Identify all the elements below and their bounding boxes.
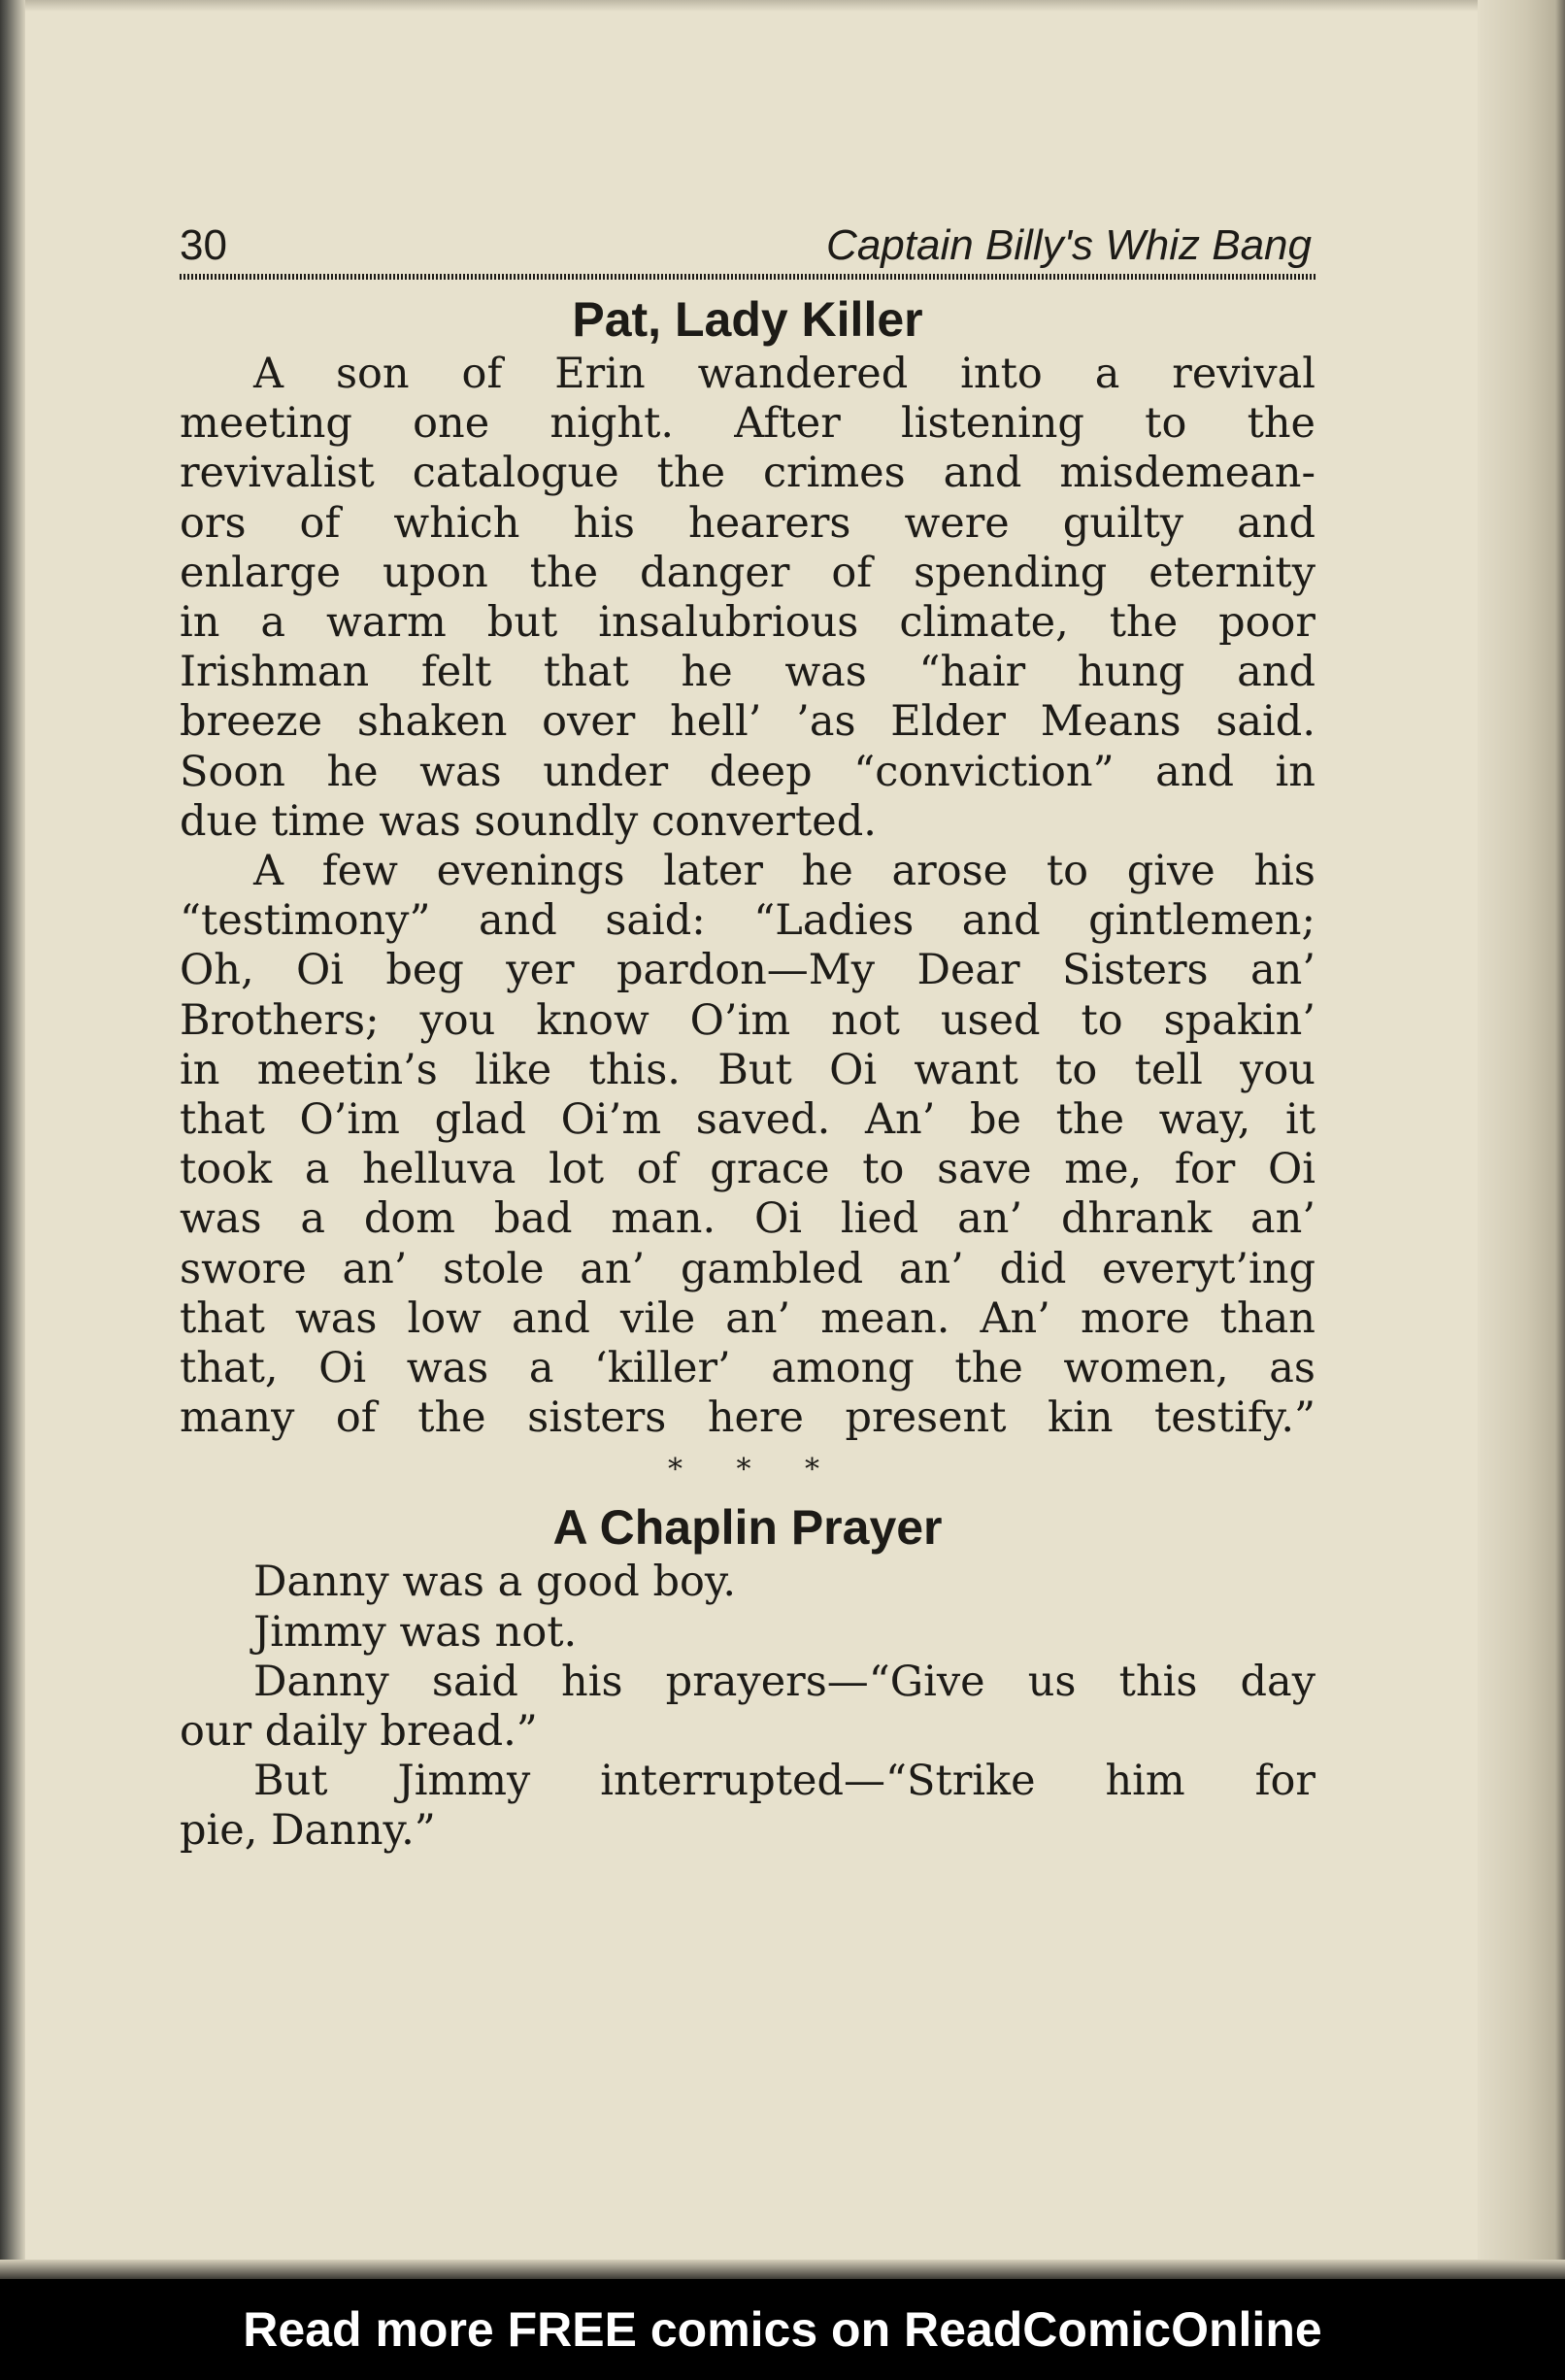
text-line: “testimony” and said: “Ladies and gintlemen;	[180, 896, 1315, 946]
text-line: Danny said his prayers—“Give us this day	[253, 1657, 1315, 1706]
text-line: in a warm but insalubrious climate, the poor	[180, 598, 1315, 648]
page-content	[180, 214, 1315, 1857]
text-line: was a dom bad man. Oi lied an’ dhrank an’	[180, 1194, 1315, 1244]
story-title-pat-lady-killer: Pat, Lady Killer	[572, 292, 923, 347]
text-line: swore an’ stole an’ gambled an’ did everyt’ing	[180, 1244, 1315, 1293]
running-head	[180, 214, 1315, 280]
text-line: Soon he was under deep “conviction” and in	[180, 747, 1315, 796]
story1-paragraph-2	[180, 847, 1315, 1443]
text-line: meeting one night. After listening to the	[180, 399, 1315, 449]
text-line: But Jimmy interrupted—“Strike him for	[253, 1757, 1315, 1806]
text-line: breeze shaken over hell’ ’as Elder Means said.	[180, 697, 1315, 747]
page-binding-shadow	[1478, 0, 1565, 2279]
page-number: 30	[180, 221, 227, 269]
text-line: Jimmy was not.	[253, 1607, 578, 1657]
text-line: took a helluva lot of grace to save me, for Oi	[180, 1145, 1315, 1194]
text-line: Brothers; you know O’im not used to spakin’	[180, 995, 1315, 1045]
text-line: that was low and vile an’ mean. An’ more than	[180, 1293, 1315, 1343]
text-line: pie, Danny.”	[180, 1806, 436, 1856]
text-line: in meetin’s like this. But Oi want to tell you	[180, 1045, 1315, 1094]
text-line: revivalist catalogue the crimes and misdemean-	[180, 449, 1315, 498]
story-title-a-chaplin-prayer: A Chaplin Prayer	[552, 1500, 943, 1556]
text-line: Oh, Oi beg yer pardon—My Dear Sisters an’	[180, 946, 1315, 995]
text-line: Danny was a good boy.	[253, 1558, 737, 1607]
text-line: enlarge upon the danger of spending eternity	[180, 548, 1315, 597]
story1-paragraph-1	[180, 350, 1315, 847]
text-line: Irishman felt that he was “hair hung and	[180, 648, 1315, 697]
page-top-edge	[0, 0, 1565, 12]
text-line: due time was soundly converted.	[180, 796, 877, 846]
text-line: A few evenings later he arose to give his	[253, 847, 1315, 896]
page-bottom-edge	[0, 2260, 1565, 2279]
page-left-edge	[0, 0, 25, 2279]
section-separator: * * *	[667, 1453, 828, 1488]
text-line: many of the sisters here present kin testify.”	[180, 1393, 1315, 1443]
text-line: ors of which his hearers were guilty and	[180, 498, 1315, 548]
text-line: that O’im glad Oi’m saved. An’ be the way, it	[180, 1095, 1315, 1145]
story2-text	[180, 1558, 1315, 1856]
text-line: A son of Erin wandered into a revival	[253, 350, 1315, 398]
header-rule	[180, 274, 1315, 280]
text-line: that, Oi was a ‘killer’ among the women, as	[180, 1344, 1315, 1393]
text-line: our daily bread.”	[180, 1707, 538, 1757]
promo-banner: Read more FREE comics on ReadComicOnline	[0, 2279, 1565, 2380]
running-title: Captain Billy's Whiz Bang	[826, 221, 1312, 269]
